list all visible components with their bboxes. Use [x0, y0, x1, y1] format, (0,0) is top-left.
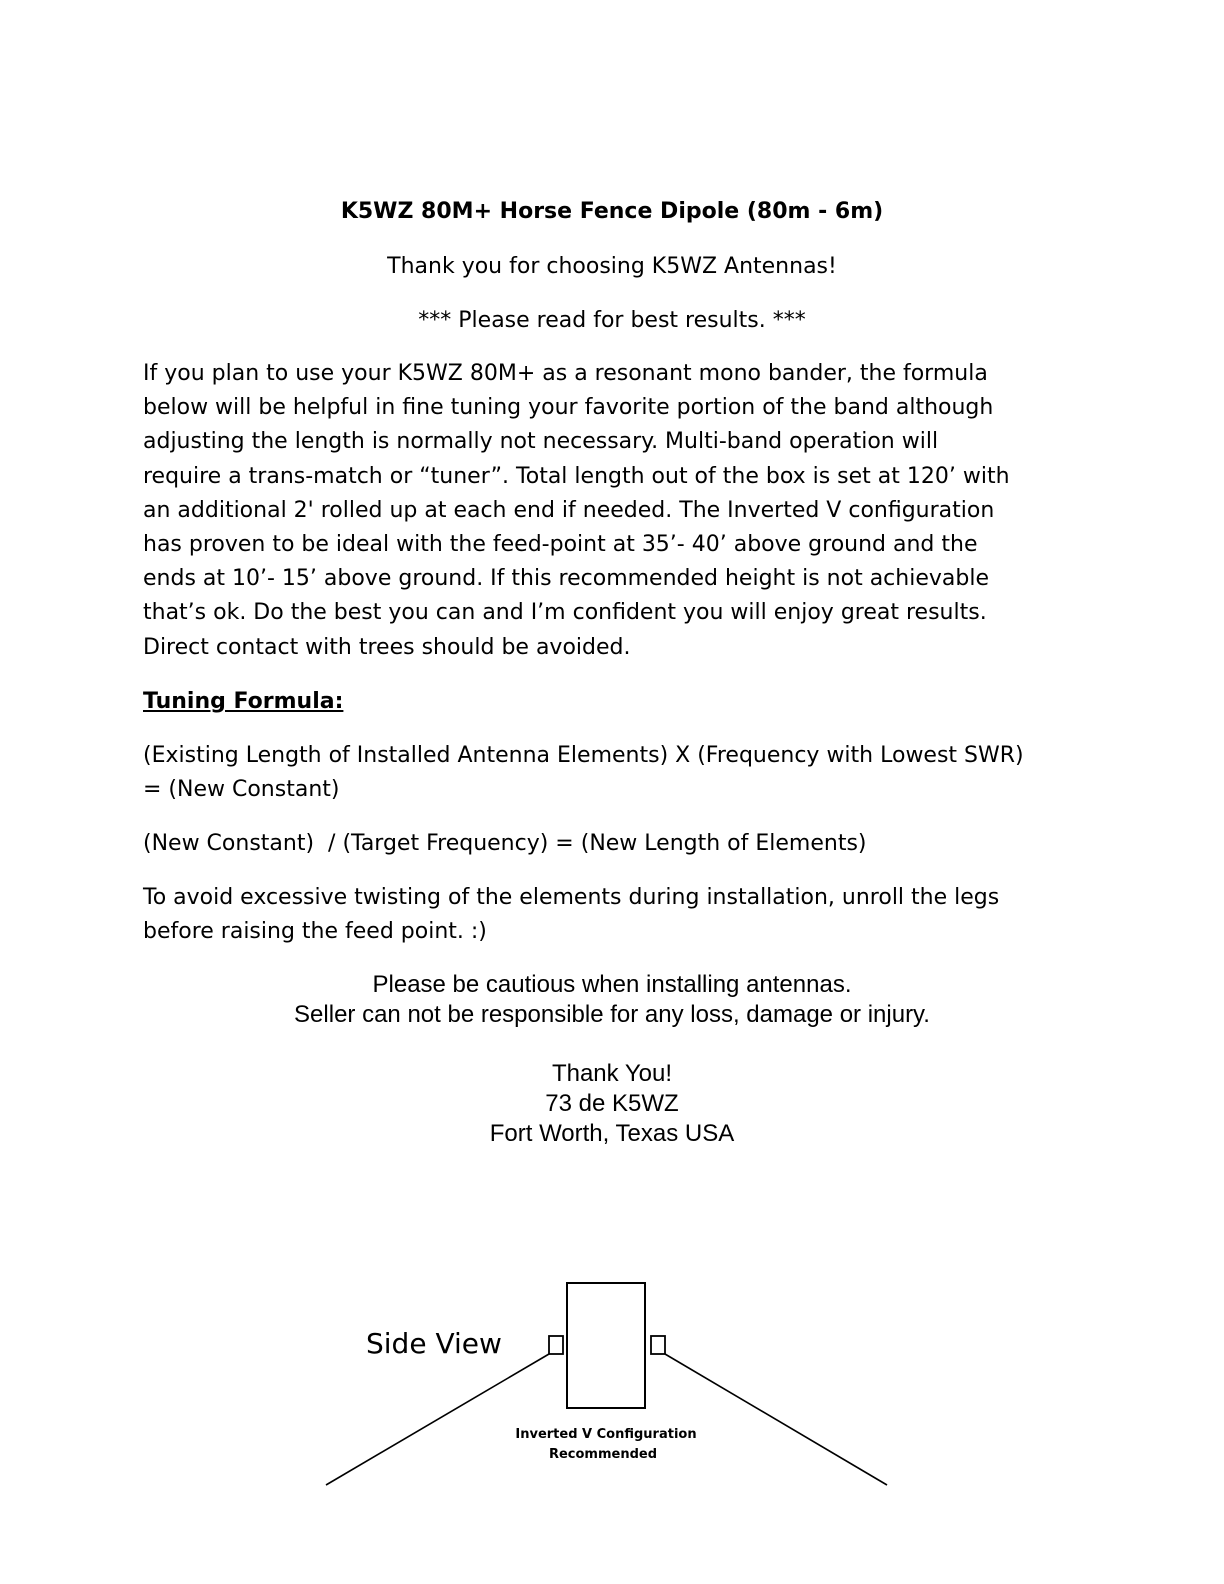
- formula-line: (Existing Length of Installed Antenna Elements) X (Frequency with Lowest SWR): [143, 743, 1024, 768]
- diagram-caption-line: Recommended: [548, 1447, 658, 1462]
- side-view-label: Side View: [366, 1327, 502, 1360]
- thanks-line: Thank you for choosing K5WZ Antennas!: [387, 254, 837, 279]
- intro-paragraph: [143, 357, 1088, 665]
- intro-line: has proven to be ideal with the feed-point at 35’- 40’ above ground and the: [143, 532, 978, 558]
- intro-line: adjusting the length is normally not necessary. Multi-band operation will: [143, 429, 939, 455]
- intro-line: below will be helpful in fine tuning your favorite portion of the band although: [143, 395, 994, 421]
- caution-line: Seller can not be responsible for any loss, damage or injury.: [294, 1001, 930, 1028]
- right-antenna-leg: [665, 1354, 887, 1485]
- caution-line: Please be cautious when installing antennas.: [372, 971, 852, 998]
- unroll-note-line: before raising the feed point. :): [143, 919, 487, 945]
- intro-line: Direct contact with trees should be avoided.: [143, 634, 631, 660]
- signoff-line: Thank You!: [551, 1060, 673, 1087]
- intro-line: require a trans-match or “tuner”. Total length out of the box is set at 120’ with: [143, 463, 1010, 489]
- caution-notice: [0, 970, 1224, 1030]
- document-title: K5WZ 80M+ Horse Fence Dipole (80m - 6m): [340, 199, 884, 224]
- diagram-caption-line: Inverted V Configuration: [515, 1427, 697, 1442]
- read-notice: *** Please read for best results. ***: [418, 308, 806, 333]
- intro-line: that’s ok. Do the best you can and I’m confident you will enjoy great results.: [143, 600, 987, 626]
- signoff-line: Fort Worth, Texas USA: [489, 1120, 735, 1147]
- intro-line: ends at 10’- 15’ above ground. If this recommended height is not achievable: [143, 566, 989, 592]
- feed-box: [567, 1283, 645, 1408]
- left-terminal: [549, 1336, 563, 1354]
- formula-length: [143, 827, 1088, 861]
- signoff: [0, 1059, 1224, 1149]
- unroll-note: [143, 881, 1088, 949]
- right-terminal: [651, 1336, 665, 1354]
- formula-constant: [143, 739, 1088, 807]
- left-antenna-leg: [326, 1354, 549, 1485]
- signoff-line: 73 de K5WZ: [545, 1090, 679, 1117]
- tuning-formula-heading: Tuning Formula:: [143, 689, 344, 714]
- formula-line: = (New Constant): [143, 777, 340, 803]
- formula-line: (New Constant) / (Target Frequency) = (New Length of Elements): [143, 831, 867, 856]
- inverted-v-diagram: [0, 1270, 1224, 1500]
- intro-line: an additional 2' rolled up at each end if needed. The Inverted V configuration: [143, 497, 995, 523]
- intro-line: If you plan to use your K5WZ 80M+ as a resonant mono bander, the formula: [143, 361, 988, 386]
- unroll-note-line: To avoid excessive twisting of the elements during installation, unroll the legs: [143, 885, 1000, 910]
